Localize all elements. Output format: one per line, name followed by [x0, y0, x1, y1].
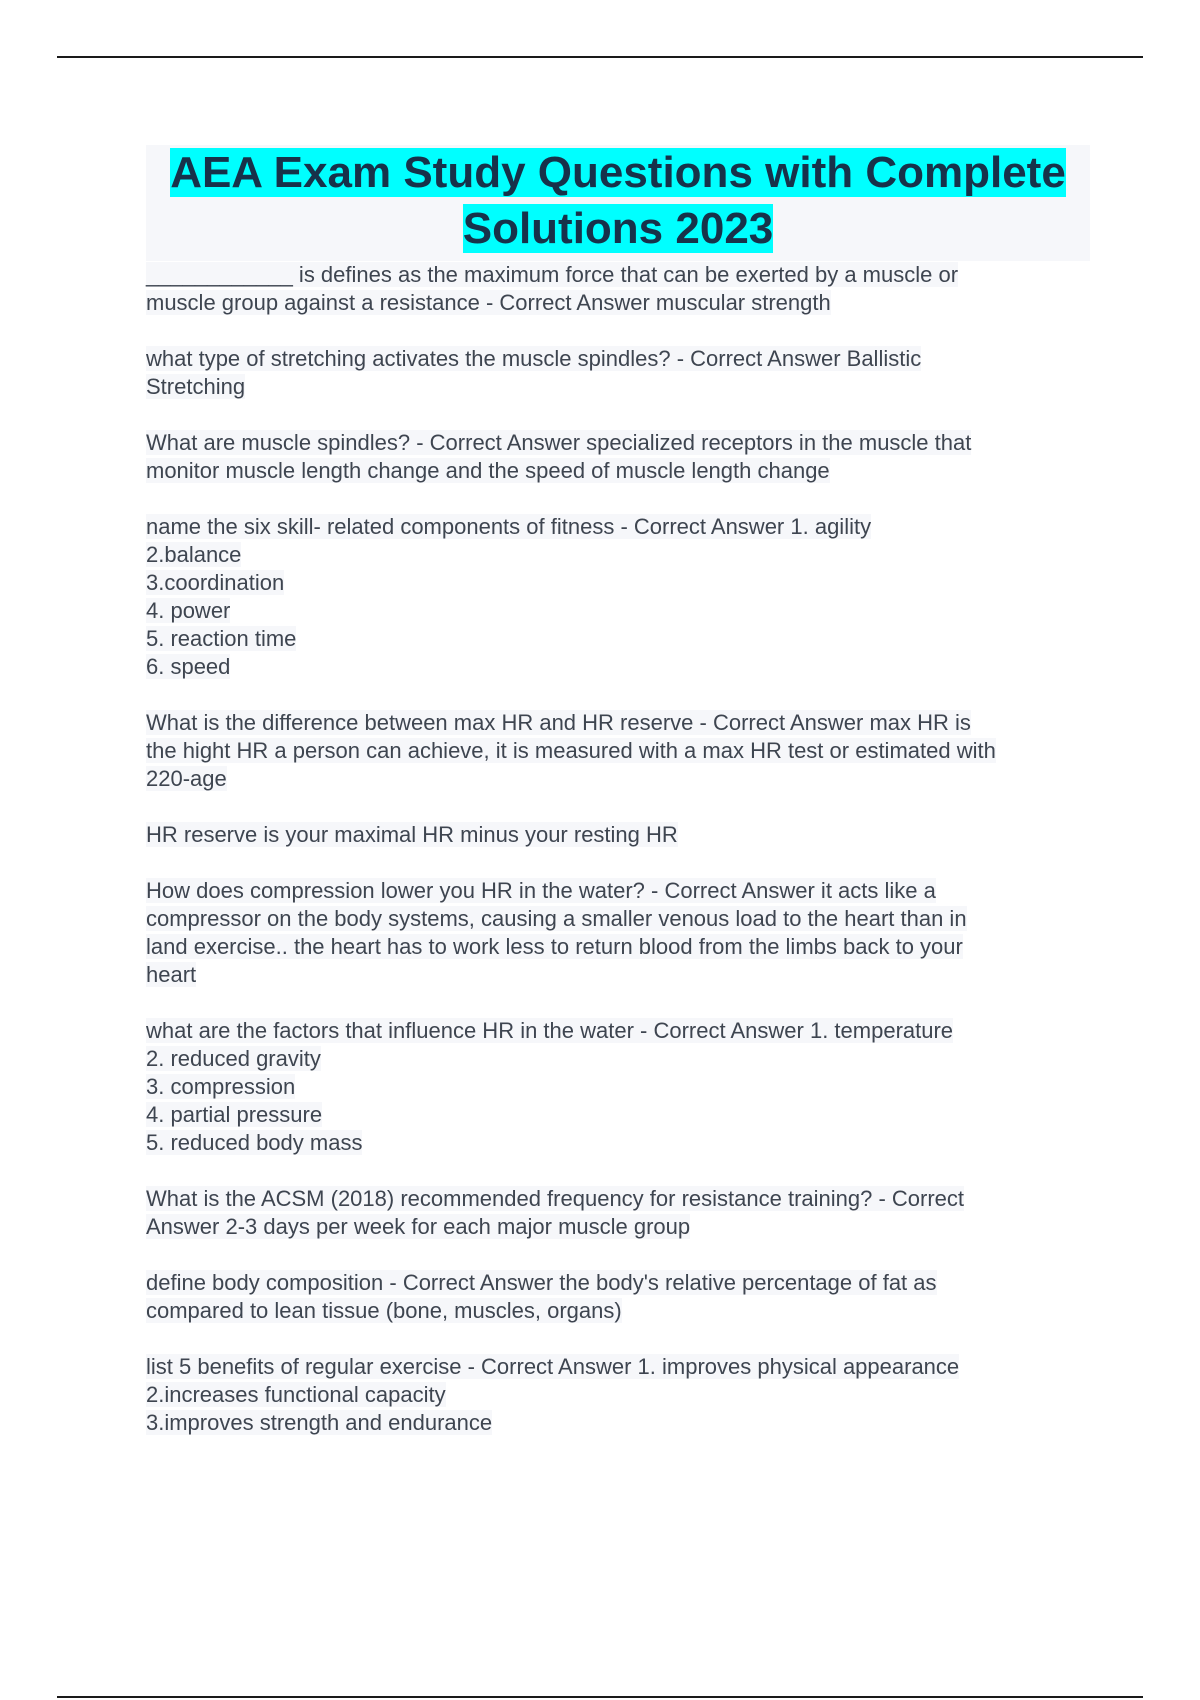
qa-line: 2.increases functional capacity: [146, 1382, 446, 1407]
qa-item: [146, 709, 1090, 793]
qa-item: [146, 877, 1090, 989]
qa-line: list 5 benefits of regular exercise - Correct Answer 1. improves physical appearance: [146, 1354, 960, 1379]
qa-item: [146, 1269, 1090, 1325]
qa-item: [146, 1353, 1090, 1437]
qa-line: 4. power: [146, 598, 231, 623]
qa-line: 3.coordination: [146, 570, 285, 595]
qa-line: the hight HR a person can achieve, it is measured with a max HR test or estimated with: [146, 738, 996, 763]
qa-line: 4. partial pressure: [146, 1102, 323, 1127]
qa-line: 5. reaction time: [146, 626, 297, 651]
qa-line: what type of stretching activates the muscle spindles? - Correct Answer Ballistic: [146, 346, 922, 371]
qa-line: 3. compression: [146, 1074, 296, 1099]
qa-line: Answer 2-3 days per week for each major muscle group: [146, 1214, 691, 1239]
qa-line: define body composition - Correct Answer the body's relative percentage of fat as: [146, 1270, 937, 1295]
qa-item: [146, 345, 1090, 401]
qa-line: compared to lean tissue (bone, muscles, organs): [146, 1298, 622, 1323]
qa-item: [146, 1017, 1090, 1157]
qa-line: What is the difference between max HR and HR reserve - Correct Answer max HR is: [146, 710, 971, 735]
document-body: [146, 145, 1090, 1465]
qa-line: What is the ACSM (2018) recommended frequency for resistance training? - Correct: [146, 1186, 965, 1211]
qa-line: 3.improves strength and endurance: [146, 1410, 493, 1435]
document-title: AEA Exam Study Questions with Complete Solutions 2023: [170, 148, 1066, 253]
qa-line: What are muscle spindles? - Correct Answer specialized receptors in the muscle that: [146, 430, 972, 455]
qa-line: land exercise.. the heart has to work less to return blood from the limbs back to your: [146, 934, 963, 959]
qa-item: [146, 261, 1090, 317]
qa-item: [146, 513, 1090, 681]
qa-line: what are the factors that influence HR in the water - Correct Answer 1. temperature: [146, 1018, 954, 1043]
qa-line: muscle group against a resistance - Correct Answer muscular strength: [146, 290, 831, 315]
qa-line: compressor on the body systems, causing a smaller venous load to the heart than in: [146, 906, 967, 931]
qa-line: 220-age: [146, 766, 227, 791]
qa-list: [146, 261, 1090, 1437]
qa-line: 6. speed: [146, 654, 231, 679]
qa-item: [146, 429, 1090, 485]
qa-line: ____________ is defines as the maximum force that can be exerted by a muscle or: [146, 262, 959, 287]
qa-line: 2. reduced gravity: [146, 1046, 321, 1071]
qa-line: 5. reduced body mass: [146, 1130, 363, 1155]
qa-item: [146, 1185, 1090, 1241]
bottom-rule: [57, 1696, 1143, 1698]
qa-line: heart: [146, 962, 197, 987]
qa-line: name the six skill- related components of fitness - Correct Answer 1. agility: [146, 514, 872, 539]
qa-line: 2.balance: [146, 542, 242, 567]
qa-line: monitor muscle length change and the speed of muscle length change: [146, 458, 830, 483]
qa-item: [146, 821, 1090, 849]
qa-line: HR reserve is your maximal HR minus your resting HR: [146, 822, 678, 847]
top-rule: [57, 56, 1143, 58]
title-block: [146, 145, 1090, 261]
qa-line: Stretching: [146, 374, 246, 399]
qa-line: How does compression lower you HR in the water? - Correct Answer it acts like a: [146, 878, 936, 903]
